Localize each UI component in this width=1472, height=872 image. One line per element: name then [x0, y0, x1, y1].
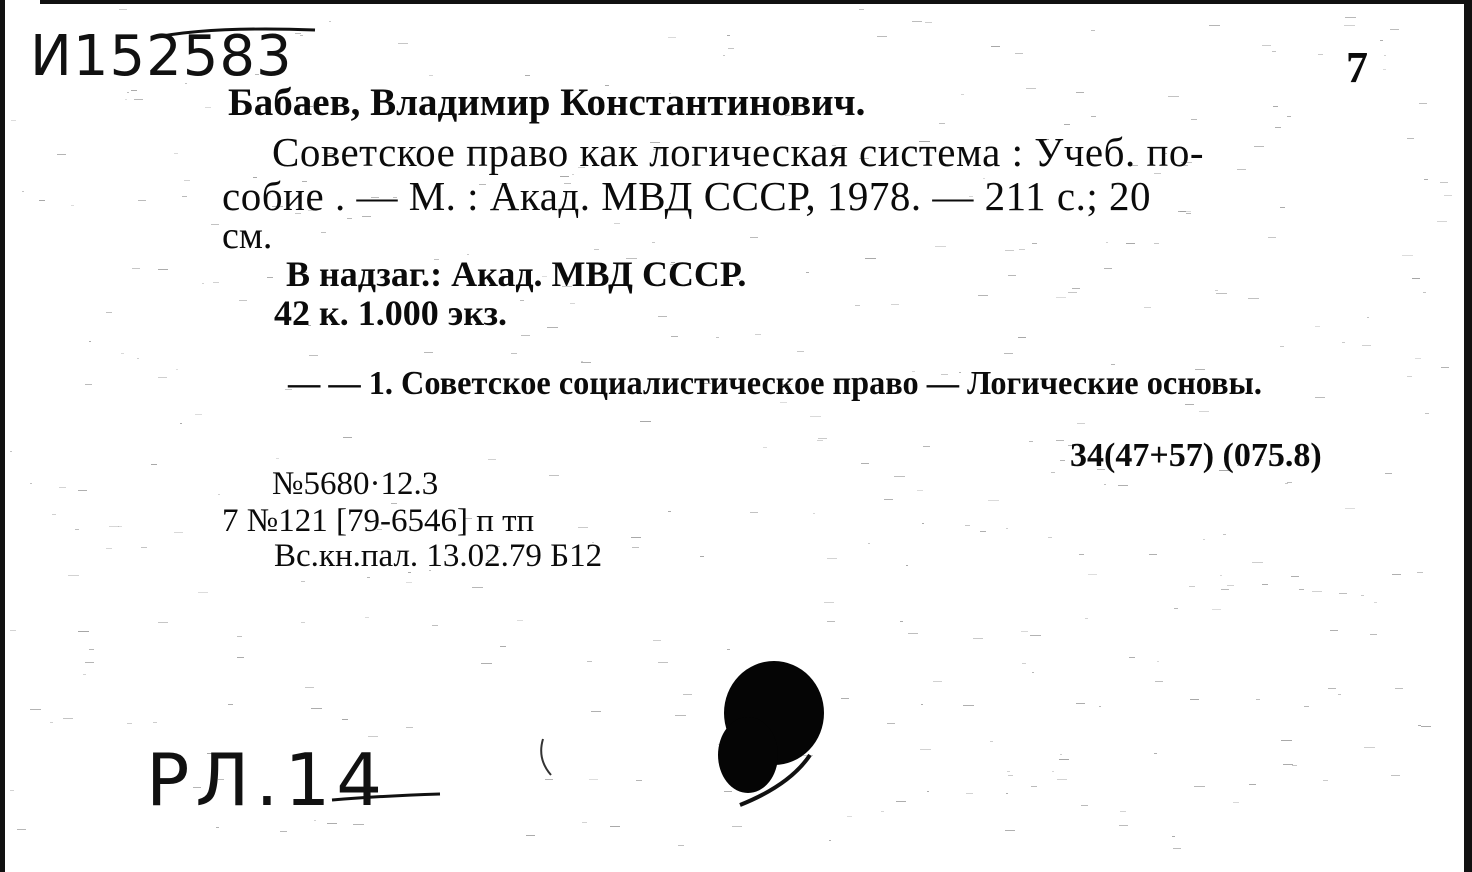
author-heading: Бабаев, Владимир Константинович. [228, 81, 866, 124]
print-info: 7 №121 [79-6546] п тп [222, 503, 535, 539]
title-line-1: Советское право как логическая система : Учеб. по- [272, 129, 1205, 175]
card-right-edge [1464, 0, 1472, 872]
header-note: В надзаг.: Акад. МВД СССР. [286, 254, 747, 294]
title-line-2: собие . — М. : Акад. МВД СССР, 1978. — 211 с.; 20 [222, 173, 1152, 219]
card-left-edge [0, 0, 5, 872]
page-number: 7 [1346, 43, 1368, 92]
classification-index: 34(47+57) (075.8) [1070, 437, 1322, 474]
inventory-underline [150, 24, 320, 44]
book-chamber-info: Вс.кн.пал. 13.02.79 Б12 [274, 538, 603, 574]
subject-heading: — — 1. Советское социалистическое право — Логические основы. [288, 365, 1262, 402]
stray-mark [535, 735, 575, 785]
shelf-mark-underline [330, 790, 450, 810]
card-top-edge [40, 0, 1472, 4]
title-line-3: см. [222, 215, 273, 257]
punch-hole [700, 655, 840, 815]
handwritten-shelf-mark: РЛ.14 [146, 738, 389, 822]
order-number: №5680·12.3 [272, 466, 439, 502]
price-and-copies: 42 к. 1.000 экз. [274, 293, 508, 333]
handwritten-inventory-number: И152583 [30, 24, 293, 89]
